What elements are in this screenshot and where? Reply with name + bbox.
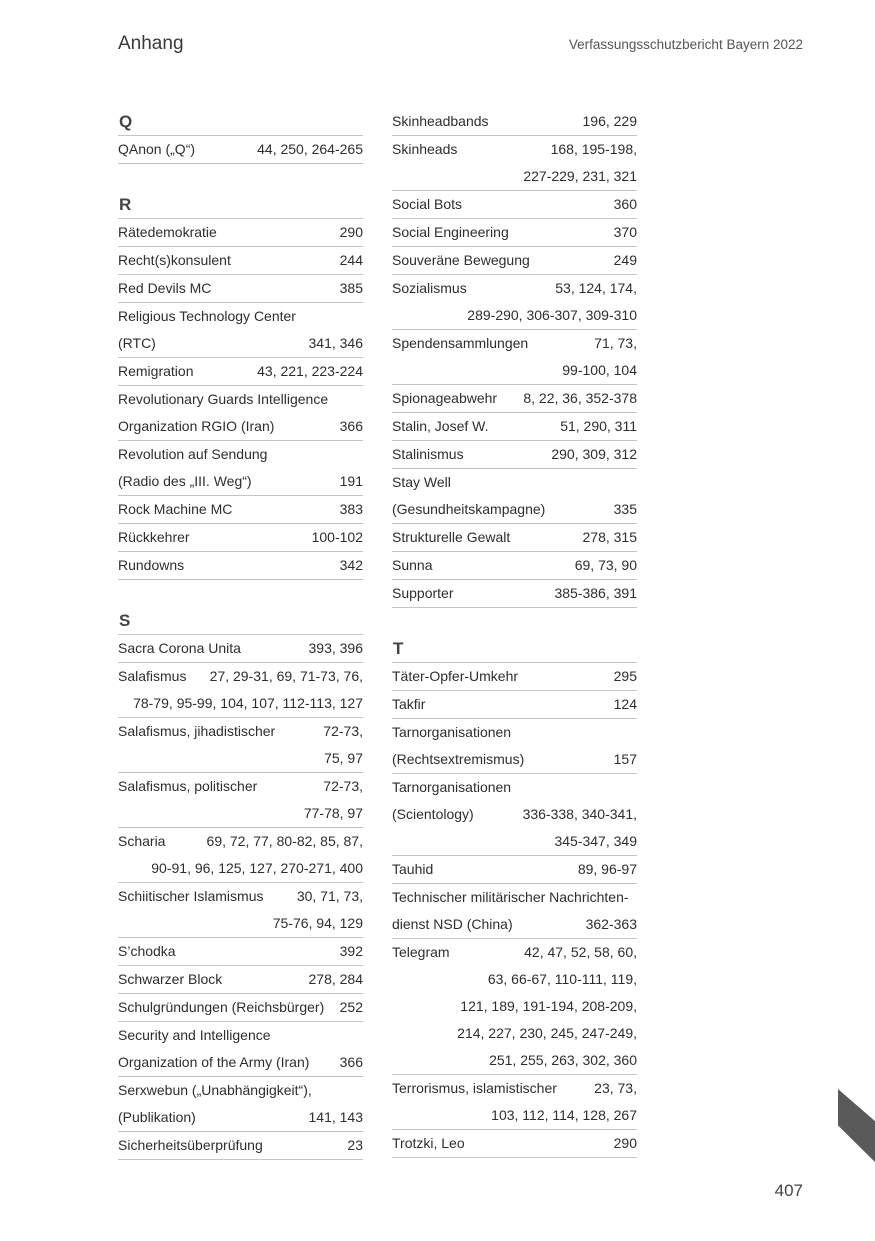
index-term: Rundowns [118, 557, 185, 573]
index-page-refs: 393, 396 [308, 640, 363, 656]
group-spacer [118, 164, 363, 191]
index-entry [392, 247, 637, 275]
index-entry [392, 413, 637, 441]
index-page-refs: 290, 309, 312 [551, 446, 637, 462]
index-entry [392, 441, 637, 469]
index-page-refs: 385-386, 391 [554, 585, 637, 601]
index-entry-line [392, 136, 637, 163]
index-entry [392, 552, 637, 580]
index-page-refs: 370 [613, 224, 637, 240]
index-entry [392, 719, 637, 774]
index-entry-line [118, 718, 363, 745]
index-entry-line [392, 663, 637, 690]
index-page-refs: 30, 71, 73, [296, 888, 363, 904]
index-entry [118, 552, 363, 580]
index-entry [118, 718, 363, 773]
index-entry-line [392, 469, 637, 496]
index-entry-line [392, 1047, 637, 1074]
index-page-refs: 366 [339, 418, 363, 434]
index-page-refs: 360 [613, 196, 637, 212]
index-column-right [392, 108, 637, 1158]
index-entry-line [392, 580, 637, 607]
index-entry [118, 386, 363, 441]
index-letter-heading: S [119, 611, 131, 630]
index-page-refs: 72-73, [323, 723, 363, 739]
index-entry [392, 136, 637, 191]
index-entry-line [118, 910, 363, 937]
index-entry [118, 1022, 363, 1077]
index-page-refs: 290 [613, 1135, 637, 1151]
index-entry-line [118, 552, 363, 579]
index-entry [118, 938, 363, 966]
index-entry-line [392, 801, 637, 828]
index-term: Sacra Corona Unita [118, 640, 241, 656]
index-page-refs: 196, 229 [582, 113, 637, 129]
index-entry [392, 275, 637, 330]
index-entry-line [118, 690, 363, 717]
index-term: (Scientology) [392, 806, 474, 822]
index-page-refs: 290 [339, 224, 363, 240]
running-header-section: Anhang [118, 33, 184, 54]
index-entry [392, 580, 637, 608]
index-entry [118, 966, 363, 994]
index-entry-line [392, 691, 637, 718]
index-page-refs: 23, 73, [594, 1080, 637, 1096]
index-term: Organization RGIO (Iran) [118, 418, 275, 434]
index-entry [392, 939, 637, 1075]
index-term: Red Devils MC [118, 280, 212, 296]
index-page-refs: 69, 73, 90 [574, 557, 637, 573]
index-page-refs: 63, 66-67, 110-111, 119, [487, 971, 637, 987]
index-entry [392, 1130, 637, 1158]
index-term: Rückkehrer [118, 529, 190, 545]
index-page-refs: 72-73, [323, 778, 363, 794]
index-page-refs: 249 [613, 252, 637, 268]
index-entry-line [392, 884, 637, 911]
group-spacer [392, 608, 637, 635]
index-term: (RTC) [118, 335, 156, 351]
index-term: Revolutionary Guards Intelligence [118, 391, 329, 407]
index-letter-heading: R [119, 195, 132, 214]
index-entry-line [118, 1077, 363, 1104]
index-term: Spionageabwehr [392, 390, 498, 406]
index-page-refs: 23 [347, 1137, 363, 1153]
index-term: Revolution auf Sendung [118, 446, 268, 462]
index-entry [118, 275, 363, 303]
index-entry-line [118, 386, 363, 413]
index-term: Tauhid [392, 861, 434, 877]
index-entry-line [392, 219, 637, 246]
index-entry-line [118, 1022, 363, 1049]
index-entry [118, 218, 363, 247]
index-entry-line [118, 966, 363, 993]
index-entry-line [392, 939, 637, 966]
index-entry-line [392, 357, 637, 384]
index-term: Stalinismus [392, 446, 464, 462]
index-entry [392, 330, 637, 385]
index-entry-line [392, 966, 637, 993]
index-page-refs: 77-78, 97 [303, 805, 363, 821]
index-entry-line [118, 663, 363, 690]
index-term: (Publikation) [118, 1109, 196, 1125]
index-entry-line [392, 108, 637, 135]
index-entry-line [118, 330, 363, 357]
index-page-refs: 295 [613, 668, 637, 684]
index-entry-line [392, 385, 637, 412]
index-page-refs: 157 [613, 751, 637, 767]
index-entry-line [392, 496, 637, 523]
index-page-refs: 75-76, 94, 129 [272, 915, 363, 931]
index-term: Religious Technology Center [118, 308, 296, 324]
index-entry-line [392, 247, 637, 274]
index-page-refs: 362-363 [585, 916, 637, 932]
index-term: Social Bots [392, 196, 463, 212]
index-entry-line [118, 773, 363, 800]
index-entry-line [392, 746, 637, 773]
index-term: Schulgründungen (Reichsbürger) [118, 999, 325, 1015]
index-entry-line [392, 828, 637, 855]
index-term: Telegram [392, 944, 450, 960]
index-term: dienst NSD (China) [392, 916, 513, 932]
index-page-refs: 336-338, 340-341, [522, 806, 637, 822]
index-page-refs: 342 [339, 557, 363, 573]
index-term: Sicherheitsüberprüfung [118, 1137, 263, 1153]
index-entry-line [392, 330, 637, 357]
index-term: Schiitischer Islamismus [118, 888, 264, 904]
index-entry-line [392, 441, 637, 468]
index-entry-line [392, 1020, 637, 1047]
running-header-publication: Verfassungsschutzbericht Bayern 2022 [568, 37, 803, 52]
index-entry-line [118, 496, 363, 523]
index-entry-line [392, 413, 637, 440]
index-term: (Rechtsextremismus) [392, 751, 525, 767]
index-term: Remigration [118, 363, 194, 379]
index-entry-line [118, 745, 363, 772]
index-entry [118, 496, 363, 524]
index-page-refs: 44, 250, 264-265 [257, 141, 363, 157]
index-letter-heading: Q [119, 112, 133, 131]
index-page-refs: 51, 290, 311 [560, 418, 637, 434]
index-entry-line [118, 938, 363, 965]
index-entry [118, 828, 363, 883]
index-term: Schwarzer Block [118, 971, 223, 987]
index-entry-line [118, 1132, 363, 1159]
index-entry [118, 1077, 363, 1132]
index-term: Security and Intelligence [118, 1027, 271, 1043]
index-entry [118, 773, 363, 828]
index-term: Salafismus, jihadistischer [118, 723, 276, 739]
index-entry-line [118, 468, 363, 495]
index-entry-line [118, 1104, 363, 1131]
index-entry-line [392, 191, 637, 218]
index-term: Rätedemokratie [118, 224, 217, 240]
index-entry-line [392, 911, 637, 938]
index-page-refs: 385 [339, 280, 363, 296]
index-term: Scharia [118, 833, 166, 849]
index-entry-line [118, 828, 363, 855]
index-page-refs: 335 [613, 501, 637, 517]
index-entry-line [392, 275, 637, 302]
index-term: Sunna [392, 557, 433, 573]
index-term: Stalin, Josef W. [392, 418, 489, 434]
index-entry-line [118, 635, 363, 662]
index-page-refs: 42, 47, 52, 58, 60, [524, 944, 637, 960]
index-entry-line [118, 800, 363, 827]
index-entry-line [118, 358, 363, 385]
index-entry [118, 247, 363, 275]
index-page-refs: 289-290, 306-307, 309-310 [467, 307, 637, 323]
index-entry [392, 385, 637, 413]
index-entry-line [392, 1075, 637, 1102]
index-entry-line [392, 1102, 637, 1129]
index-page-refs: 71, 73, [594, 335, 637, 351]
index-letter-heading: T [393, 639, 404, 658]
index-page-refs: 278, 315 [582, 529, 637, 545]
index-entry [118, 441, 363, 496]
index-entry-line [118, 441, 363, 468]
index-term: Souveräne Bewegung [392, 252, 530, 268]
group-spacer [118, 580, 363, 607]
index-page-refs: 278, 284 [308, 971, 363, 987]
index-entry [392, 191, 637, 219]
index-term: Rock Machine MC [118, 501, 233, 517]
index-term: Skinheadbands [392, 113, 489, 129]
index-entry [118, 883, 363, 938]
index-term: Terrorismus, islamistischer [392, 1080, 557, 1096]
index-term: Supporter [392, 585, 454, 601]
index-page-refs: 345-347, 349 [554, 833, 637, 849]
index-entry-line [118, 219, 363, 246]
index-term: S’chodka [118, 943, 176, 959]
index-term: Salafismus [118, 668, 187, 684]
index-term: Salafismus, politischer [118, 778, 258, 794]
index-entry-line [118, 883, 363, 910]
index-entry [392, 1075, 637, 1130]
index-entry [392, 108, 637, 136]
index-entry [118, 303, 363, 358]
index-entry [118, 1132, 363, 1160]
index-page-refs: 27, 29-31, 69, 71-73, 76, [209, 668, 363, 684]
index-page-refs: 8, 22, 36, 352-378 [523, 390, 637, 406]
index-entry [118, 994, 363, 1022]
index-page-refs: 366 [339, 1054, 363, 1070]
index-page-refs: 121, 189, 191-194, 208-209, [460, 998, 637, 1014]
index-entry-line [392, 774, 637, 801]
index-page-refs: 89, 96-97 [577, 861, 637, 877]
index-entry-line [392, 552, 637, 579]
index-term: Strukturelle Gewalt [392, 529, 511, 545]
index-term: Trotzki, Leo [392, 1135, 465, 1151]
index-page-refs: 100-102 [311, 529, 363, 545]
index-page-refs: 75, 97 [324, 750, 363, 766]
index-page-refs: 244 [339, 252, 363, 268]
index-entry-line [392, 719, 637, 746]
index-page-refs: 78-79, 95-99, 104, 107, 112-113, 127 [133, 695, 363, 711]
index-entry [392, 774, 637, 856]
chapter-tab-marker [838, 1089, 875, 1162]
index-term: (Gesundheitskampagne) [392, 501, 546, 517]
index-page-refs: 141, 143 [308, 1109, 363, 1125]
index-page-refs: 341, 346 [308, 335, 363, 351]
index-entry [118, 663, 363, 718]
index-term: Spendensammlungen [392, 335, 529, 351]
index-entry [118, 634, 363, 663]
index-page-refs: 191 [339, 473, 363, 489]
index-term: Täter-Opfer-Umkehr [392, 668, 519, 684]
index-column-left [118, 108, 363, 1160]
index-entry [118, 135, 363, 164]
index-entry-line [118, 275, 363, 302]
index-page-refs: 90-91, 96, 125, 127, 270-271, 400 [151, 860, 363, 876]
index-term: Sozialismus [392, 280, 467, 296]
index-entry-line [392, 1130, 637, 1157]
index-entry-line [392, 993, 637, 1020]
index-entry-line [118, 1049, 363, 1076]
index-page-refs: 43, 221, 223-224 [257, 363, 363, 379]
index-term: Tarnorganisationen [392, 779, 512, 795]
index-term: Serxwebun („Unabhängigkeit“), [118, 1082, 312, 1098]
index-entry [392, 691, 637, 719]
index-entry-line [118, 247, 363, 274]
index-page-refs: 99-100, 104 [562, 362, 637, 378]
index-entry-line [392, 302, 637, 329]
index-term: Skinheads [392, 141, 458, 157]
index-page-refs: 251, 255, 263, 302, 360 [489, 1052, 637, 1068]
index-entry-line [118, 855, 363, 882]
index-entry [392, 219, 637, 247]
index-term: Recht(s)konsulent [118, 252, 231, 268]
index-page-refs: 168, 195-198, [550, 141, 637, 157]
index-term: Social Engineering [392, 224, 509, 240]
index-entry [118, 358, 363, 386]
index-entry-line [118, 524, 363, 551]
index-entry-line [118, 303, 363, 330]
index-term: Technischer militärischer Nachrichten- [392, 889, 629, 905]
index-entry-line [392, 163, 637, 190]
index-entry [392, 884, 637, 939]
index-term: Takfir [392, 696, 426, 712]
index-page-refs: 69, 72, 77, 80-82, 85, 87, [206, 833, 363, 849]
index-term: Organization of the Army (Iran) [118, 1054, 310, 1070]
index-page-refs: 392 [339, 943, 363, 959]
index-entry-line [392, 524, 637, 551]
index-page-refs: 124 [613, 696, 637, 712]
index-entry [118, 524, 363, 552]
index-page-refs: 252 [339, 999, 363, 1015]
index-term: QAnon („Q“) [118, 141, 196, 157]
index-entry [392, 524, 637, 552]
index-entry-line [118, 994, 363, 1021]
page-number: 407 [774, 1181, 803, 1200]
index-page-refs: 53, 124, 174, [555, 280, 637, 296]
index-term: Tarnorganisationen [392, 724, 512, 740]
index-entry [392, 662, 637, 691]
index-entry [392, 856, 637, 884]
index-entry-line [118, 413, 363, 440]
index-entry-line [118, 136, 363, 163]
index-page-refs: 383 [339, 501, 363, 517]
index-term: (Radio des „III. Weg“) [118, 473, 252, 489]
index-term: Stay Well [392, 474, 451, 490]
index-entry [392, 469, 637, 524]
index-page-refs: 227-229, 231, 321 [523, 168, 637, 184]
index-page-refs: 214, 227, 230, 245, 247-249, [457, 1025, 637, 1041]
index-entry-line [392, 856, 637, 883]
index-page-refs: 103, 112, 114, 128, 267 [491, 1107, 637, 1123]
